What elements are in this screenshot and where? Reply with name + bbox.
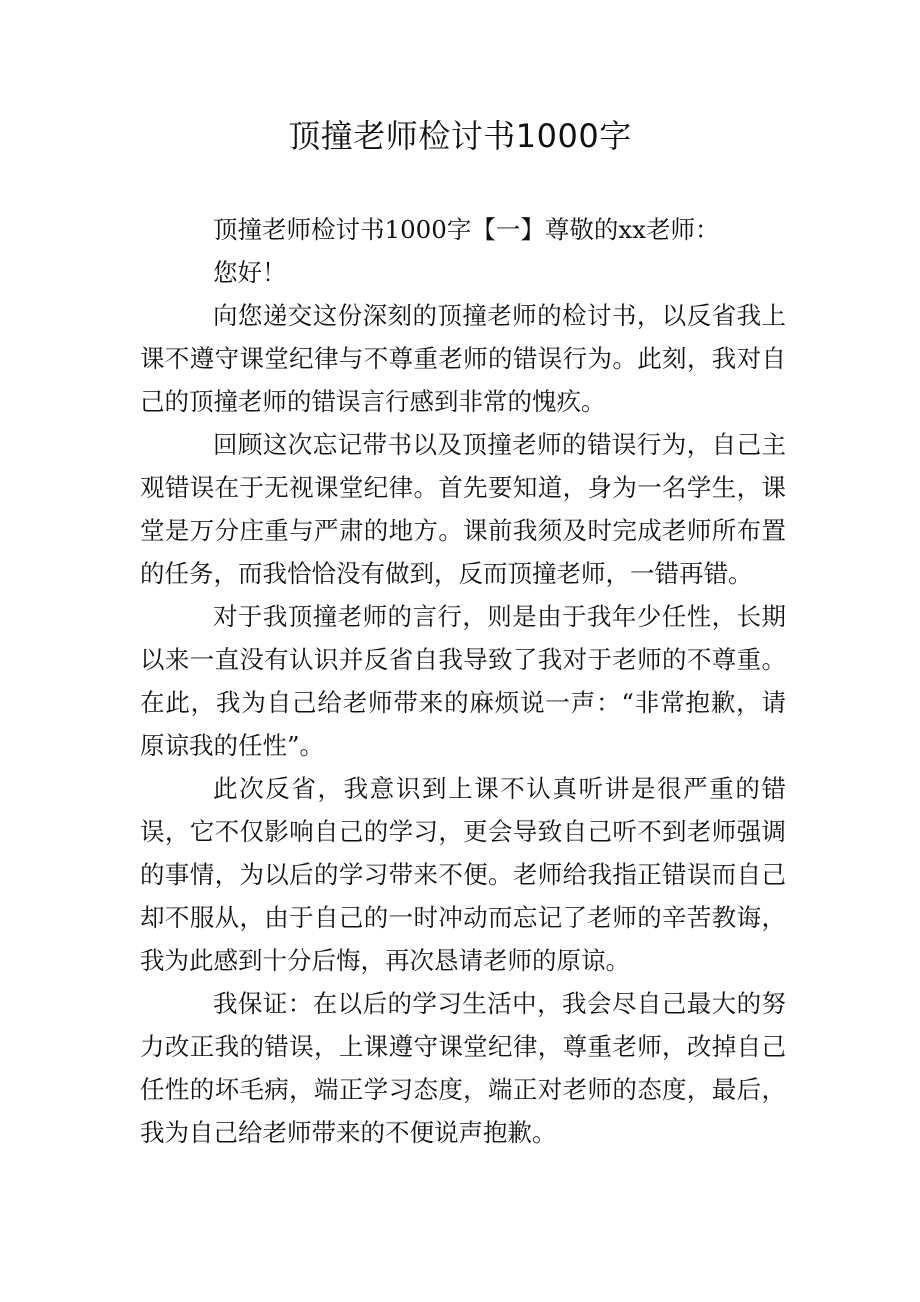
- document-title: 顶撞老师检讨书1000字: [288, 117, 632, 155]
- paragraph-body-3: 对于我顶撞老师的言行，则是由于我年少任性，长期以来一直没有认识并反省自我导致了我对于老师的不尊重。在此，我为自己给老师带来的麻烦说一声：“非常抱歉，请原谅我的任性”。: [140, 602, 786, 760]
- paragraph-body-5: 我保证：在以后的学习生活中，我会尽自己最大的努力改正我的错误，上课遵守课堂纪律，尊重老师，改掉自己任性的坏毛病，端正学习态度，端正对老师的态度，最后，我为自己给老师带来的不便说声抱歉。: [140, 989, 786, 1147]
- paragraph-body-4: 此次反省，我意识到上课不认真听讲是很严重的错误，它不仅影响自己的学习，更会导致自己听不到老师强调的事情，为以后的学习带来不便。老师给我指正错误而自己却不服从，由于自己的一时冲动而忘记了老师的辛苦教诲，我为此感到十分后悔，再次恳请老师的原谅。: [140, 774, 786, 975]
- paragraph-body-2: 回顾这次忘记带书以及顶撞老师的错误行为，自己主观错误在于无视课堂纪律。首先要知道，身为一名学生，课堂是万分庄重与严肃的地方。课前我须及时完成老师所布置的任务，而我恰恰没有做到，反而顶撞老师，一错再错。: [140, 430, 786, 588]
- paragraph-body-1: 向您递交这份深刻的顶撞老师的检讨书，以反省我上课不遵守课堂纪律与不尊重老师的错误行为。此刻，我对自己的顶撞老师的错误言行感到非常的愧疚。: [140, 301, 786, 416]
- paragraph-salutation: 顶撞老师检讨书1000字【一】尊敬的xx老师：: [213, 215, 720, 244]
- paragraph-greeting: 您好！: [213, 258, 287, 287]
- document-body: [140, 208, 786, 1154]
